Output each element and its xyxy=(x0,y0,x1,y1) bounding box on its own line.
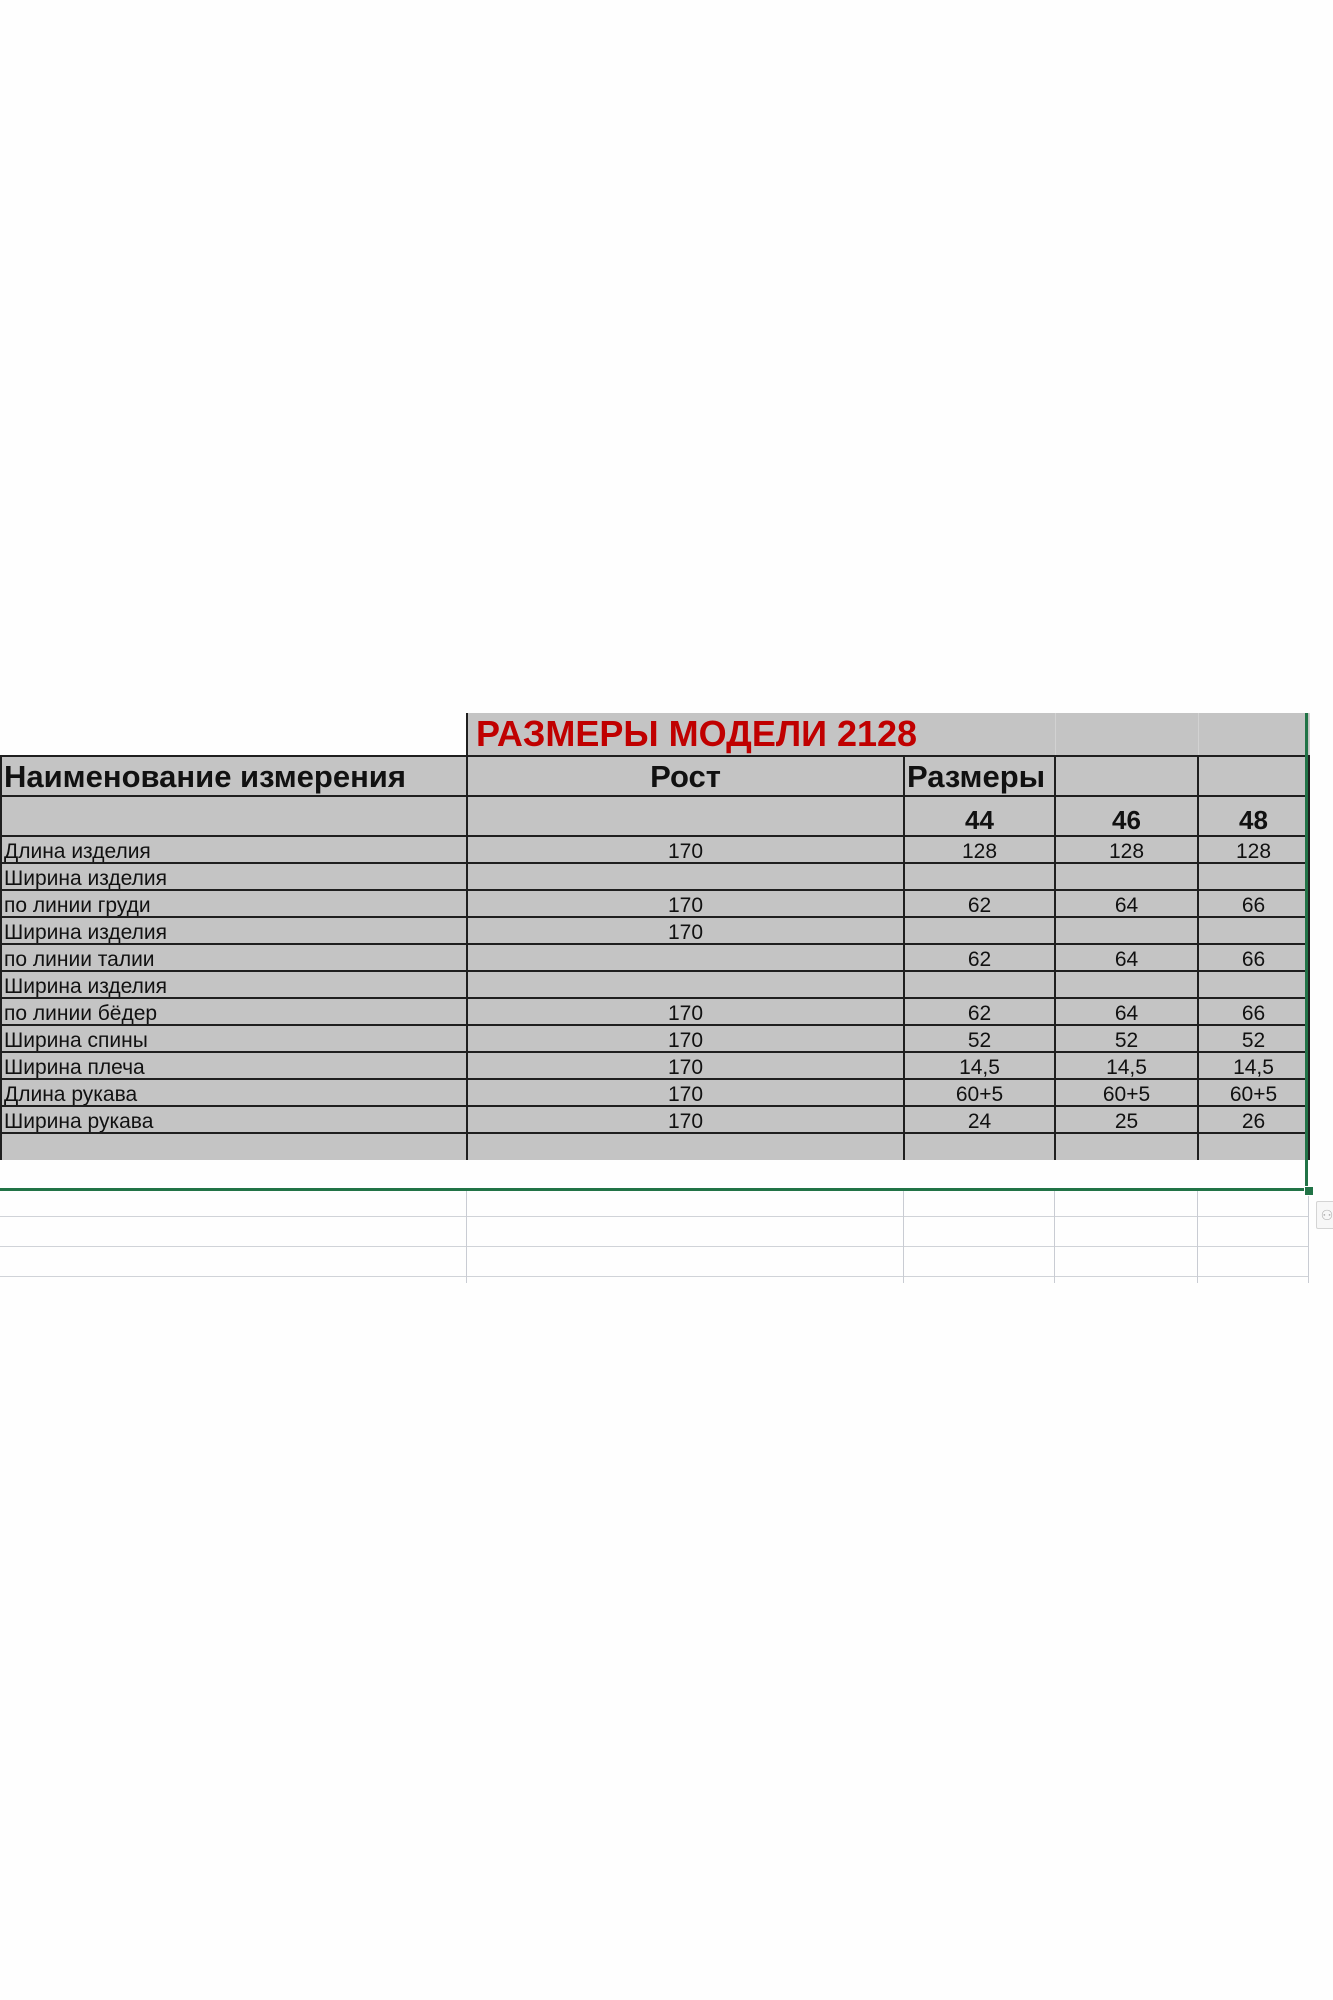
size-46-value[interactable]: 64 xyxy=(1055,890,1198,917)
size-46-value[interactable]: 14,5 xyxy=(1055,1052,1198,1079)
size-46-value[interactable]: 52 xyxy=(1055,1025,1198,1052)
size-label-44[interactable]: 44 xyxy=(904,796,1055,836)
height-value[interactable]: 170 xyxy=(467,1052,904,1079)
size-46-value[interactable] xyxy=(1055,971,1198,998)
size-label-46[interactable]: 46 xyxy=(1055,796,1198,836)
measurement-label[interactable]: по линии груди xyxy=(1,890,467,917)
table-row xyxy=(1,890,1309,917)
table-row xyxy=(1,998,1309,1025)
gridline xyxy=(903,1191,904,1283)
height-value[interactable] xyxy=(467,863,904,890)
size-44-value[interactable]: 60+5 xyxy=(904,1079,1055,1106)
height-value[interactable]: 170 xyxy=(467,1106,904,1133)
empty-cell[interactable] xyxy=(1055,756,1198,796)
measurement-label[interactable]: Ширина изделия xyxy=(1,917,467,944)
gridline xyxy=(0,1216,1309,1217)
size-48-value[interactable]: 128 xyxy=(1198,836,1309,863)
size-44-value[interactable]: 52 xyxy=(904,1025,1055,1052)
header-sizes[interactable]: Размеры xyxy=(904,756,1055,796)
size-48-value[interactable]: 66 xyxy=(1198,998,1309,1025)
size-44-value[interactable]: 62 xyxy=(904,890,1055,917)
measurement-label[interactable]: Ширина изделия xyxy=(1,863,467,890)
size-48-value[interactable] xyxy=(1198,971,1309,998)
table-row xyxy=(1,1106,1309,1133)
gridline xyxy=(0,1246,1309,1247)
size-44-value[interactable] xyxy=(904,917,1055,944)
height-value[interactable]: 170 xyxy=(467,890,904,917)
measurement-label[interactable]: Ширина рукава xyxy=(1,1106,467,1133)
table-row xyxy=(1,1133,1309,1160)
table-row xyxy=(1,863,1309,890)
empty-cell[interactable] xyxy=(904,1133,1055,1160)
empty-cell[interactable] xyxy=(1,713,467,756)
empty-cell[interactable] xyxy=(1,796,467,836)
size-44-value[interactable]: 128 xyxy=(904,836,1055,863)
measurement-label[interactable]: по линии бёдер xyxy=(1,998,467,1025)
size-48-value[interactable] xyxy=(1198,863,1309,890)
size-46-value[interactable]: 64 xyxy=(1055,944,1198,971)
size-46-value[interactable]: 25 xyxy=(1055,1106,1198,1133)
gridline xyxy=(1054,1191,1055,1283)
height-value[interactable]: 170 xyxy=(467,1079,904,1106)
size-48-value[interactable] xyxy=(1198,917,1309,944)
empty-cell[interactable] xyxy=(1198,756,1309,796)
fill-handle[interactable] xyxy=(1304,1186,1314,1196)
measurement-label[interactable]: Длина рукава xyxy=(1,1079,467,1106)
spreadsheet-area xyxy=(0,713,1333,1283)
size-46-value[interactable]: 60+5 xyxy=(1055,1079,1198,1106)
size-46-value[interactable]: 128 xyxy=(1055,836,1198,863)
size-table xyxy=(0,713,1310,1160)
empty-cell[interactable] xyxy=(1055,713,1198,756)
measurement-label[interactable]: Ширина изделия xyxy=(1,971,467,998)
height-value[interactable]: 170 xyxy=(467,917,904,944)
table-row xyxy=(1,1052,1309,1079)
size-46-value[interactable] xyxy=(1055,863,1198,890)
measurement-label[interactable]: Длина изделия xyxy=(1,836,467,863)
size-48-value[interactable]: 14,5 xyxy=(1198,1052,1309,1079)
empty-cell[interactable] xyxy=(467,1133,904,1160)
size-46-value[interactable] xyxy=(1055,917,1198,944)
height-value[interactable] xyxy=(467,971,904,998)
empty-cell[interactable] xyxy=(1198,1133,1309,1160)
table-row xyxy=(1,836,1309,863)
size-44-value[interactable] xyxy=(904,971,1055,998)
size-44-value[interactable]: 62 xyxy=(904,998,1055,1025)
measurement-label[interactable]: по линии талии xyxy=(1,944,467,971)
size-48-value[interactable]: 60+5 xyxy=(1198,1079,1309,1106)
table-row xyxy=(1,1079,1309,1106)
size-44-value[interactable]: 14,5 xyxy=(904,1052,1055,1079)
table-row xyxy=(1,944,1309,971)
size-label-48[interactable]: 48 xyxy=(1198,796,1309,836)
size-44-value[interactable] xyxy=(904,863,1055,890)
measurement-label[interactable]: Ширина плеча xyxy=(1,1052,467,1079)
quick-analysis-icon[interactable]: ⚇ xyxy=(1316,1201,1333,1229)
gridline xyxy=(0,1276,1309,1277)
measurement-label[interactable]: Ширина спины xyxy=(1,1025,467,1052)
height-value[interactable]: 170 xyxy=(467,836,904,863)
height-value[interactable]: 170 xyxy=(467,1025,904,1052)
table-row xyxy=(1,917,1309,944)
size-44-value[interactable]: 24 xyxy=(904,1106,1055,1133)
table-row xyxy=(1,971,1309,998)
gridline xyxy=(466,1191,467,1283)
size-48-value[interactable]: 26 xyxy=(1198,1106,1309,1133)
gridline xyxy=(1308,1191,1309,1283)
header-height[interactable]: Рост xyxy=(467,756,904,796)
empty-cell[interactable] xyxy=(1055,1133,1198,1160)
size-46-value[interactable]: 64 xyxy=(1055,998,1198,1025)
size-48-value[interactable]: 66 xyxy=(1198,890,1309,917)
height-value[interactable]: 170 xyxy=(467,998,904,1025)
empty-cell[interactable] xyxy=(467,796,904,836)
size-48-value[interactable]: 66 xyxy=(1198,944,1309,971)
empty-cell[interactable] xyxy=(1,1133,467,1160)
size-44-value[interactable]: 62 xyxy=(904,944,1055,971)
empty-cell[interactable] xyxy=(1198,713,1309,756)
header-measurement[interactable]: Наименование измерения xyxy=(1,756,467,796)
gridline xyxy=(1197,1191,1198,1283)
height-value[interactable] xyxy=(467,944,904,971)
table-row xyxy=(1,1025,1309,1052)
size-48-value[interactable]: 52 xyxy=(1198,1025,1309,1052)
table-title[interactable]: РАЗМЕРЫ МОДЕЛИ 2128 xyxy=(467,713,1055,756)
